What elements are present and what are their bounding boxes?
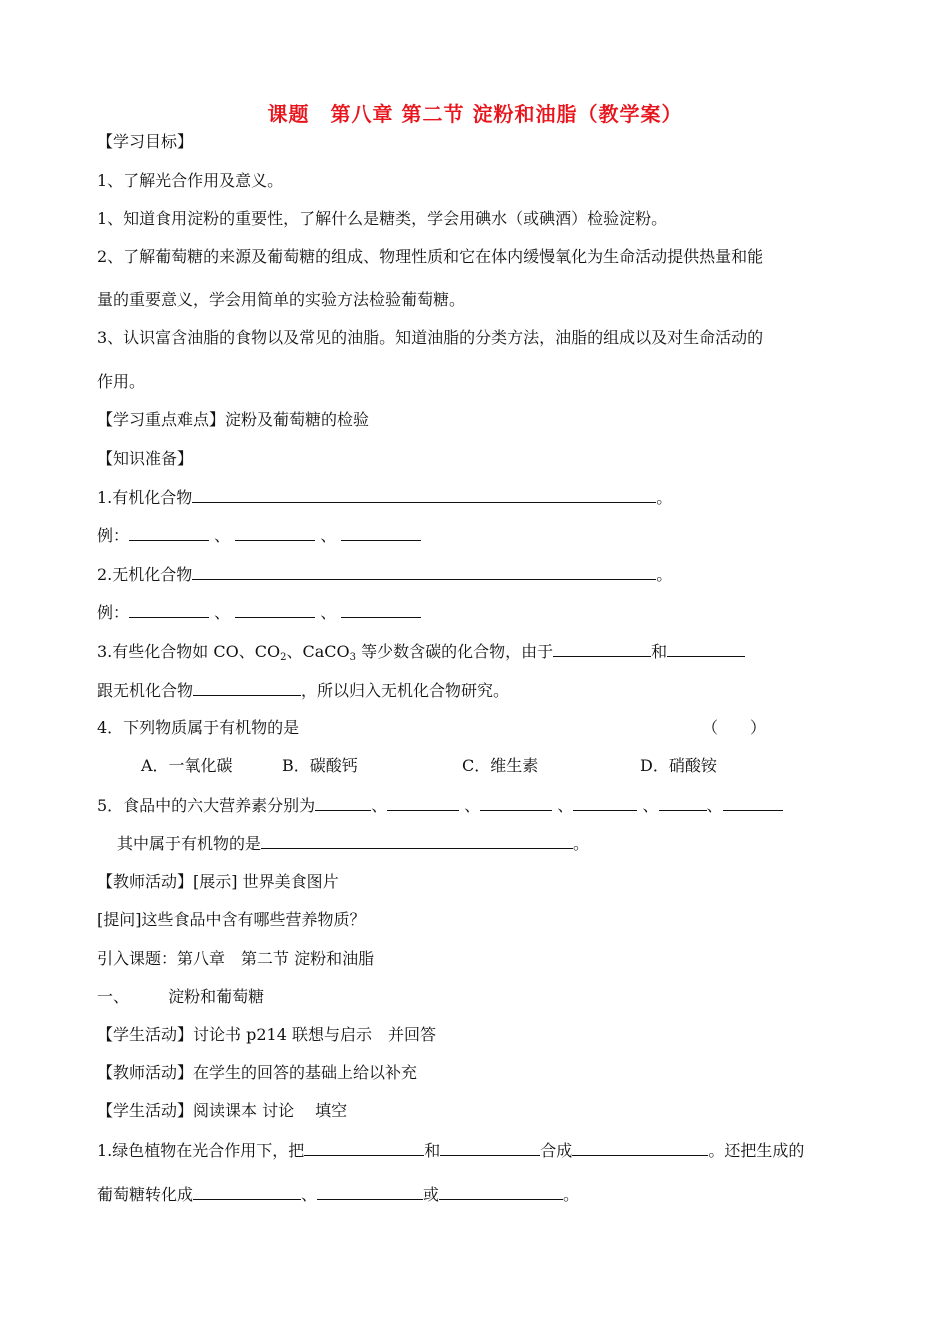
- teacher-activity: 【教师活动】[展示] 世界美食图片: [97, 872, 339, 891]
- example-row: [97, 602, 421, 623]
- option-b[interactable]: B．碳酸钙: [282, 756, 358, 775]
- example-row: [97, 525, 421, 546]
- q5-stem: 5．食品中的六大营养素分别为: [97, 796, 316, 815]
- example-label: 例：: [97, 526, 130, 545]
- q3-text: 、CaCO: [286, 642, 350, 661]
- answer-blank[interactable]: [192, 487, 656, 503]
- subscript: 2: [280, 652, 287, 663]
- question-2-label: 2.无机化合物: [97, 565, 193, 584]
- q3-text: 和: [651, 642, 668, 661]
- key-points: 【学习重点难点】淀粉及葡萄糖的检验: [97, 410, 370, 429]
- question-3-line2: [97, 680, 509, 701]
- goal-item: 1、了解光合作用及意义。: [97, 171, 284, 190]
- period: 。: [573, 834, 590, 853]
- separator: 、: [464, 796, 481, 815]
- option-c[interactable]: C．维生素: [462, 756, 539, 775]
- question-1: [97, 487, 672, 508]
- student-activity: 【学生活动】讨论书 p214 联想与启示 并回答: [97, 1025, 436, 1044]
- separator: 、: [371, 796, 388, 815]
- answer-blank[interactable]: [192, 564, 656, 580]
- q4-stem: 4．下列物质属于有机物的是: [97, 718, 300, 737]
- answer-blank[interactable]: [440, 1140, 540, 1156]
- q5-text: 其中属于有机物的是: [117, 834, 262, 853]
- answer-blank[interactable]: [129, 525, 209, 541]
- answer-blank[interactable]: [723, 795, 783, 811]
- separator: 、: [557, 796, 574, 815]
- fill-text: 1.绿色植物在光合作用下，把: [97, 1141, 305, 1160]
- option-a[interactable]: A．一氧化碳: [141, 756, 233, 775]
- fill-text: 或: [423, 1185, 440, 1204]
- answer-blank[interactable]: [235, 602, 315, 618]
- answer-blank[interactable]: [261, 833, 573, 849]
- separator: 、: [706, 796, 723, 815]
- answer-blank[interactable]: [193, 1184, 301, 1200]
- separator: 、: [320, 526, 337, 545]
- fill-text: 。还把生成的: [708, 1141, 805, 1160]
- q3-text: 等少数含碳的化合物，由于: [355, 642, 554, 661]
- teacher-question: [提问]这些食品中含有哪些营养物质？: [97, 910, 366, 929]
- question-5-line2: [117, 833, 589, 854]
- separator: 、: [320, 603, 337, 622]
- fill-question-1-line2: [97, 1184, 579, 1205]
- answer-blank[interactable]: [341, 602, 421, 618]
- fill-text: 、: [301, 1185, 318, 1204]
- fill-text: 葡萄糖转化成: [97, 1185, 194, 1204]
- subscript: 3: [349, 652, 356, 663]
- question-5: [97, 795, 783, 816]
- question-4: [97, 718, 299, 738]
- page-title: 课题 第八章 第二节 淀粉和油脂（教学案）: [267, 102, 683, 126]
- separator: 、: [214, 603, 231, 622]
- goal-item: 1、知道食用淀粉的重要性，了解什么是糖类，学会用碘水（或碘酒）检验淀粉。: [97, 209, 668, 228]
- student-activity: 【学生活动】阅读课本 讨论 填空: [97, 1101, 348, 1120]
- answer-paren[interactable]: （ ）: [702, 718, 767, 737]
- answer-blank[interactable]: [341, 525, 421, 541]
- answer-blank[interactable]: [317, 1184, 423, 1200]
- section-title: 淀粉和葡萄糖: [168, 987, 265, 1006]
- fill-text: 合成: [540, 1141, 573, 1160]
- separator: 、: [642, 796, 659, 815]
- goals-heading: 【学习目标】: [97, 132, 194, 151]
- answer-blank[interactable]: [129, 602, 209, 618]
- answer-blank[interactable]: [553, 641, 651, 657]
- answer-blank[interactable]: [667, 641, 745, 657]
- answer-blank[interactable]: [235, 525, 315, 541]
- knowledge-heading: 【知识准备】: [97, 449, 194, 468]
- teacher-activity: 【教师活动】在学生的回答的基础上给以补充: [97, 1063, 418, 1082]
- q3-text: 3.有些化合物如 CO、CO: [97, 642, 281, 661]
- answer-blank[interactable]: [315, 795, 371, 811]
- answer-blank[interactable]: [304, 1140, 424, 1156]
- fill-text: 和: [424, 1141, 441, 1160]
- q3-text: ，所以归入无机化合物研究。: [301, 681, 510, 700]
- question-2: [97, 564, 672, 585]
- answer-blank[interactable]: [480, 795, 552, 811]
- answer-blank[interactable]: [573, 795, 637, 811]
- period: 。: [656, 488, 673, 507]
- goal-item: 作用。: [97, 372, 146, 391]
- fill-text: 。: [563, 1185, 580, 1204]
- answer-blank[interactable]: [193, 680, 301, 696]
- period: 。: [656, 565, 673, 584]
- goal-item: 3、认识富含油脂的食物以及常见的油脂。知道油脂的分类方法，油脂的组成以及对生命活动的: [97, 328, 764, 347]
- goal-item: 2、了解葡萄糖的来源及葡萄糖的组成、物理性质和它在体内缓慢氧化为生命活动提供热量和能: [97, 247, 764, 266]
- fill-question-1: [97, 1140, 804, 1161]
- answer-blank[interactable]: [659, 795, 707, 811]
- section-heading: [97, 987, 264, 1007]
- goal-item: 量的重要意义，学会用简单的实验方法检验葡萄糖。: [97, 290, 466, 309]
- q3-text: 跟无机化合物: [97, 681, 194, 700]
- example-label: 例：: [97, 603, 130, 622]
- answer-blank[interactable]: [439, 1184, 563, 1200]
- intro-topic: 引入课题：第八章 第二节 淀粉和油脂: [97, 949, 375, 968]
- answer-blank[interactable]: [572, 1140, 708, 1156]
- section-number: 一、: [97, 987, 130, 1006]
- question-1-label: 1.有机化合物: [97, 488, 193, 507]
- option-d[interactable]: D．硝酸铵: [640, 756, 717, 775]
- separator: 、: [214, 526, 231, 545]
- question-3: [97, 641, 745, 668]
- answer-blank[interactable]: [387, 795, 459, 811]
